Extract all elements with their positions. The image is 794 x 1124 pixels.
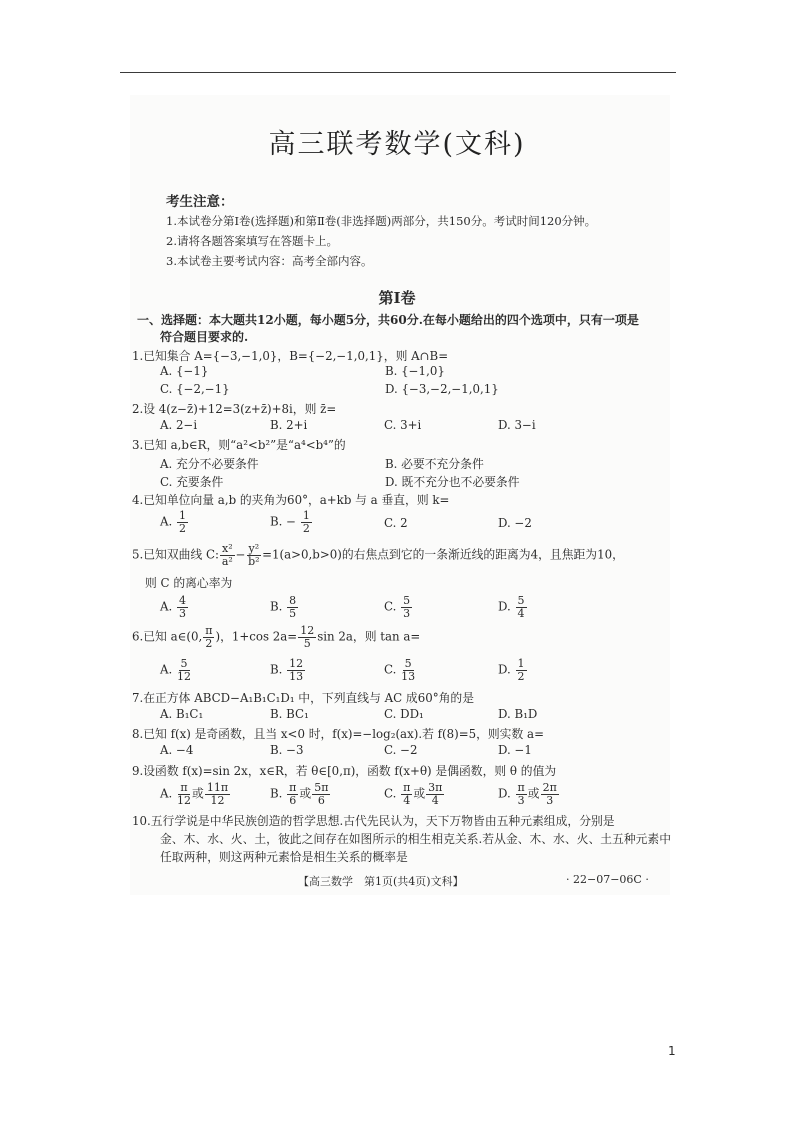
denominator: 5 bbox=[289, 607, 297, 620]
q1-option-d: D. {−3,−2,−1,0,1} bbox=[385, 382, 499, 396]
q6-pi-fraction bbox=[203, 625, 214, 650]
q6-stem-mid: )，1+cos 2a= bbox=[215, 629, 298, 644]
question-10-stem-line2: 金、木、水、火、土，彼此之间存在如图所示的相生相克关系.若从金、木、水、火、土五种元素中 bbox=[160, 832, 672, 846]
question-4-stem: 4.已知单位向量 a,b 的夹角为60°，a+kb 与 a 垂直，则 k= bbox=[132, 493, 450, 507]
denominator: 13 bbox=[289, 670, 304, 683]
question-5-stem bbox=[132, 543, 624, 568]
numerator: 8 bbox=[289, 594, 297, 607]
q3-option-c: C. 充要条件 bbox=[160, 475, 224, 489]
q2-option-b: B. 2+i bbox=[270, 418, 308, 432]
denominator: 5 bbox=[303, 637, 311, 650]
q8-option-b: B. −3 bbox=[270, 743, 304, 757]
q6-b-fraction bbox=[287, 658, 305, 683]
denominator: 2 bbox=[179, 522, 187, 535]
numerator: y² bbox=[248, 542, 260, 555]
q9-d-label: D. bbox=[498, 786, 511, 801]
part-heading: 第Ⅰ卷 bbox=[378, 289, 416, 307]
page-number: 1 bbox=[668, 1044, 676, 1058]
q5-y-fraction bbox=[247, 543, 262, 568]
q2-option-a: A. 2−i bbox=[160, 418, 198, 432]
q6-stem-post: sin 2a，则 tan a= bbox=[317, 629, 421, 644]
numerator: π bbox=[289, 781, 297, 794]
q8-option-d: D. −1 bbox=[498, 743, 532, 757]
q9-a-fraction-1 bbox=[177, 782, 191, 807]
q5-c-fraction bbox=[401, 595, 412, 620]
denominator: 12 bbox=[177, 794, 192, 807]
q9-d-fraction-2 bbox=[541, 782, 559, 807]
numerator: 4 bbox=[179, 594, 187, 607]
q5-stem-post: =1(a>0,b>0)的右焦点到它的一条渐近线的距离为4，且焦距为10， bbox=[262, 547, 624, 562]
q8-option-a: A. −4 bbox=[160, 743, 194, 757]
q5-x-fraction bbox=[220, 543, 235, 568]
denominator: 2 bbox=[205, 637, 213, 650]
section-instructions: 一、选择题：本大题共12小题，每小题5分，共60分.在每小题给出的四个选项中，只有一项是 bbox=[137, 313, 639, 327]
q4-option-d: D. −2 bbox=[498, 516, 532, 530]
numerator: 12 bbox=[289, 657, 304, 670]
q5-a-label: A. bbox=[160, 599, 173, 614]
question-9-stem: 9.设函数 f(x)=sin 2x，x∈R，若 θ∈[0,π)，函数 f(x+θ) 是偶函数，则 θ 的值为 bbox=[132, 764, 557, 778]
q9-option-b bbox=[270, 782, 331, 807]
question-2-stem: 2.设 4(z−z̄)+12=3(z+z̄)+8i，则 z̄= bbox=[132, 402, 337, 416]
numerator: 2π bbox=[542, 781, 557, 794]
numerator: π bbox=[517, 781, 525, 794]
q5-c-label: C. bbox=[384, 599, 397, 614]
q5-stem-pre: 5.已知双曲线 C: bbox=[132, 547, 219, 562]
q4-a-fraction bbox=[177, 510, 188, 535]
header-rule bbox=[120, 72, 676, 73]
numerator: 5 bbox=[517, 594, 525, 607]
question-10-stem-line3: 任取两种，则这两种元素恰是相生关系的概率是 bbox=[160, 850, 408, 864]
q7-option-a: A. B₁C₁ bbox=[160, 707, 204, 721]
q9-b-fraction-1 bbox=[287, 782, 298, 807]
q9-b-label: B. bbox=[270, 786, 283, 801]
q6-option-d bbox=[498, 658, 528, 683]
notice-item: 2.请将各题答案填写在答题卡上。 bbox=[166, 234, 338, 248]
q5-option-a bbox=[160, 595, 189, 620]
numerator: 5π bbox=[314, 781, 329, 794]
denominator: 6 bbox=[289, 794, 297, 807]
q9-c-fraction-2 bbox=[426, 782, 444, 807]
q6-c-label: C. bbox=[384, 662, 397, 677]
numerator: 1 bbox=[302, 509, 310, 522]
q9-c-or: 或 bbox=[413, 786, 426, 801]
q3-option-b: B. 必要不充分条件 bbox=[385, 457, 484, 471]
q5-option-b bbox=[270, 595, 299, 620]
q6-d-fraction bbox=[516, 658, 527, 683]
q7-option-d: D. B₁D bbox=[498, 707, 538, 721]
q9-d-fraction-1 bbox=[516, 782, 527, 807]
q9-b-fraction-2 bbox=[312, 782, 330, 807]
q5-minus: − bbox=[235, 547, 246, 562]
q9-c-fraction-1 bbox=[401, 782, 412, 807]
numerator: π bbox=[205, 624, 213, 637]
denominator: 12 bbox=[177, 670, 192, 683]
q7-option-b: B. BC₁ bbox=[270, 707, 309, 721]
q6-option-b bbox=[270, 658, 306, 683]
q9-c-label: C. bbox=[384, 786, 397, 801]
denominator: 13 bbox=[401, 670, 416, 683]
q9-option-c bbox=[384, 782, 445, 807]
q8-option-c: C. −2 bbox=[384, 743, 418, 757]
denominator: 3 bbox=[403, 607, 411, 620]
question-1-stem: 1.已知集合 A={−3,−1,0}，B={−2,−1,0,1}，则 A∩B= bbox=[132, 349, 449, 363]
numerator: 1 bbox=[517, 657, 525, 670]
q4-b-fraction bbox=[301, 510, 312, 535]
q5-option-c bbox=[384, 595, 413, 620]
q9-option-a bbox=[160, 782, 231, 807]
notice-heading: 考生注意： bbox=[166, 194, 234, 210]
denominator: 4 bbox=[517, 607, 525, 620]
q6-option-a bbox=[160, 658, 192, 683]
q4-option-c: C. 2 bbox=[384, 516, 408, 530]
denominator: 2 bbox=[302, 522, 310, 535]
q5-d-label: D. bbox=[498, 599, 511, 614]
q5-a-fraction bbox=[177, 595, 188, 620]
exam-title: 高三联考数学(文科) bbox=[268, 129, 526, 160]
q6-option-c bbox=[384, 658, 416, 683]
denominator: 4 bbox=[403, 794, 411, 807]
denominator: b² bbox=[248, 555, 260, 568]
denominator: a² bbox=[221, 555, 233, 568]
q2-option-c: C. 3+i bbox=[384, 418, 422, 432]
question-3-stem: 3.已知 a,b∈R，则“a²<b²”是“a⁴<b⁴”的 bbox=[132, 438, 346, 452]
question-8-stem: 8.已知 f(x) 是奇函数，且当 x<0 时，f(x)=−log₂(ax).若 f(8)=5，则实数 a= bbox=[132, 727, 544, 741]
q9-a-fraction-2 bbox=[205, 782, 230, 807]
q9-d-or: 或 bbox=[527, 786, 540, 801]
question-5-stem-line2: 则 C 的离心率为 bbox=[145, 576, 233, 590]
q9-option-d bbox=[498, 782, 560, 807]
numerator: 12 bbox=[300, 624, 315, 637]
q1-option-c: C. {−2,−1} bbox=[160, 382, 230, 396]
q5-d-fraction bbox=[516, 595, 527, 620]
q4-a-label: A. bbox=[160, 514, 173, 529]
numerator: 5 bbox=[180, 657, 188, 670]
q6-k-fraction bbox=[298, 625, 316, 650]
question-6-stem bbox=[132, 625, 420, 650]
numerator: 5 bbox=[403, 594, 411, 607]
q6-b-label: B. bbox=[270, 662, 283, 677]
q1-option-a: A. {−1} bbox=[160, 364, 209, 378]
question-10-stem: 10.五行学说是中华民族创造的哲学思想.古代先民认为，天下万物皆由五种元素组成，分别是 bbox=[132, 814, 615, 828]
numerator: 1 bbox=[179, 509, 187, 522]
numerator: 3π bbox=[428, 781, 443, 794]
denominator: 3 bbox=[546, 794, 554, 807]
denominator: 6 bbox=[317, 794, 325, 807]
numerator: x² bbox=[222, 542, 233, 555]
notice-item: 1.本试卷分第Ⅰ卷(选择题)和第Ⅱ卷(非选择题)两部分，共150分。考试时间120分钟。 bbox=[166, 214, 597, 228]
numerator: π bbox=[180, 781, 188, 794]
denominator: 4 bbox=[431, 794, 439, 807]
denominator: 2 bbox=[517, 670, 525, 683]
q5-option-d bbox=[498, 595, 528, 620]
q6-a-fraction bbox=[177, 658, 191, 683]
exam-code: · 22−07−06C · bbox=[566, 873, 649, 886]
q4-b-label: B. − bbox=[270, 514, 297, 529]
denominator: 3 bbox=[179, 607, 187, 620]
q4-option-a bbox=[160, 510, 189, 535]
q1-option-b: B. {−1,0} bbox=[385, 364, 445, 378]
numerator: 11π bbox=[206, 781, 229, 794]
notice-item: 3.本试卷主要考试内容：高考全部内容。 bbox=[166, 254, 373, 268]
q2-option-d: D. 3−i bbox=[498, 418, 536, 432]
numerator: π bbox=[403, 781, 411, 794]
q6-d-label: D. bbox=[498, 662, 511, 677]
q6-c-fraction bbox=[401, 658, 415, 683]
denominator: 12 bbox=[210, 794, 225, 807]
q3-option-d: D. 既不充分也不必要条件 bbox=[385, 475, 520, 489]
page-footer: 【高三数学 第1页(共4页)文科】 bbox=[298, 875, 464, 888]
numerator: 5 bbox=[404, 657, 412, 670]
section-instructions-cont: 符合题目要求的. bbox=[160, 330, 249, 344]
q5-b-label: B. bbox=[270, 599, 283, 614]
q9-b-or: 或 bbox=[299, 786, 312, 801]
q9-a-or: 或 bbox=[192, 786, 204, 801]
q3-option-a: A. 充分不必要条件 bbox=[160, 457, 259, 471]
q4-option-b bbox=[270, 510, 313, 535]
question-7-stem: 7.在正方体 ABCD−A₁B₁C₁D₁ 中，下列直线与 AC 成60°角的是 bbox=[132, 691, 475, 705]
q7-option-c: C. DD₁ bbox=[384, 707, 424, 721]
q6-stem-pre: 6.已知 a∈(0, bbox=[132, 629, 203, 644]
q9-a-label: A. bbox=[160, 786, 173, 801]
denominator: 3 bbox=[517, 794, 525, 807]
q5-b-fraction bbox=[287, 595, 298, 620]
q6-a-label: A. bbox=[160, 662, 173, 677]
